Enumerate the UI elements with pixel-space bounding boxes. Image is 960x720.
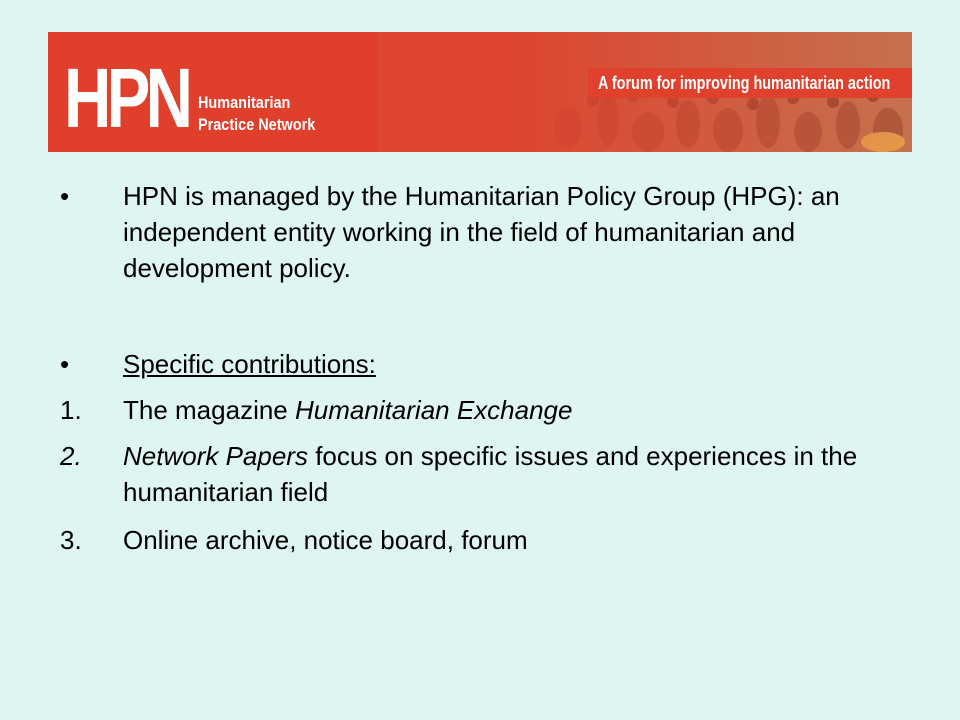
- numbered-text: [123, 522, 863, 558]
- bullet-text: HPN is managed by the Humanitarian Policy Group (HPG): an independent entity working in the field of humanitarian and development policy.: [123, 181, 840, 283]
- numbered-text-after: focus on specific issues and experiences in the humanitarian field: [123, 441, 858, 507]
- numbered-text: [123, 392, 863, 428]
- logo-subtitle-line1: Humanitarian: [198, 93, 291, 112]
- section-heading: Specific contributions:: [123, 349, 376, 379]
- number-marker: 1.: [60, 395, 82, 425]
- numbered-text-plain: The magazine: [123, 395, 295, 425]
- network-papers-title: Network Papers: [123, 441, 308, 471]
- logo-subtitle-line2: Practice Network: [198, 115, 316, 134]
- logo-wordmark: HPN: [64, 51, 189, 145]
- logo-subtitle: [198, 92, 315, 136]
- number-marker: 3.: [60, 525, 82, 555]
- bullet-marker: •: [60, 181, 70, 211]
- numbered-text: [123, 438, 863, 510]
- banner-tagline: A forum for improving humanitarian action: [598, 73, 891, 93]
- hpn-banner: [48, 32, 912, 152]
- bullet-marker: •: [60, 349, 70, 379]
- numbered-text-plain: Online archive, notice board, forum: [123, 525, 528, 555]
- number-marker: 2.: [60, 441, 82, 471]
- magazine-title: Humanitarian Exchange: [294, 395, 573, 425]
- hpn-logo: [48, 32, 378, 152]
